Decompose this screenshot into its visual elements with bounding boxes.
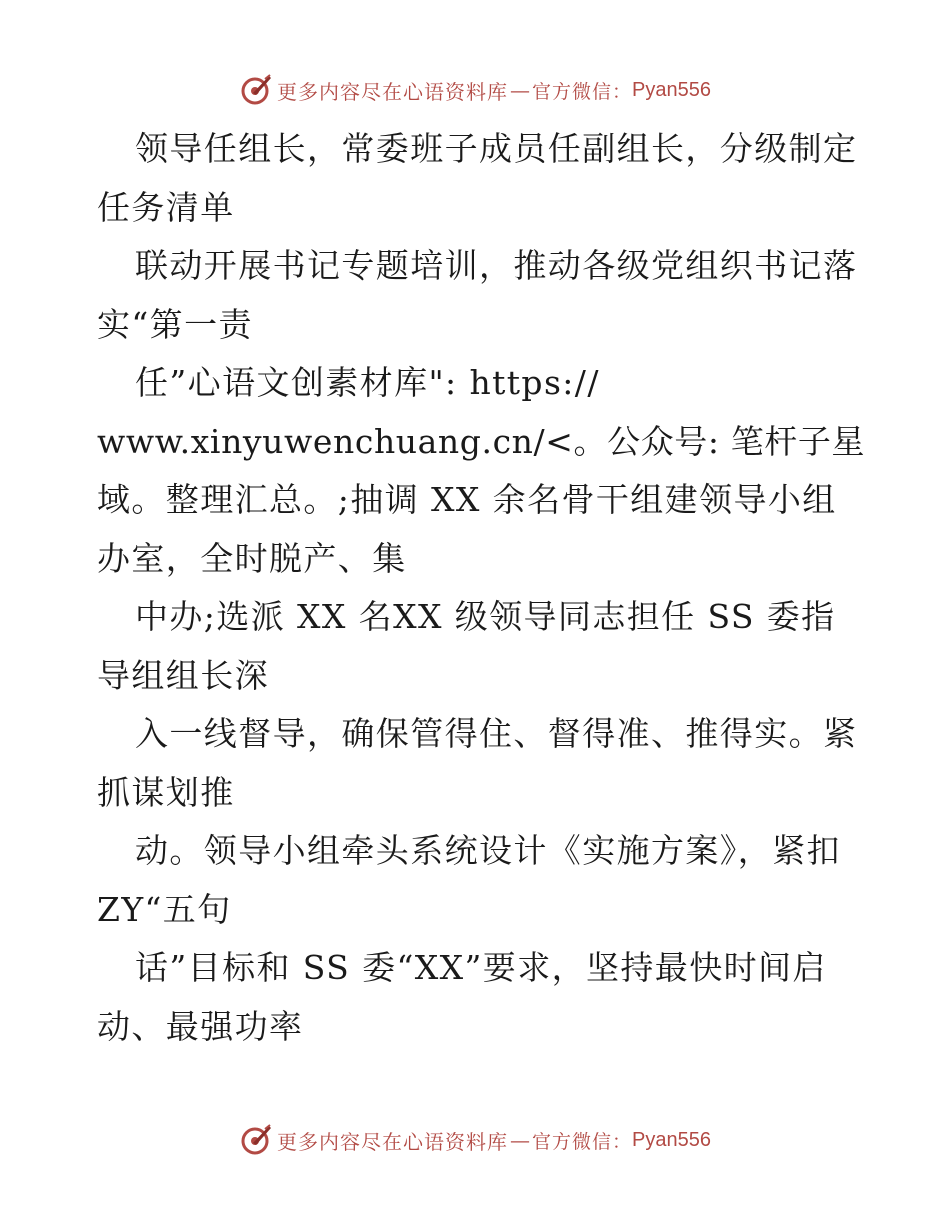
footer-dash: —: [510, 1128, 530, 1152]
header-site-text: 更多内容尽在心语资料库: [277, 79, 508, 104]
text-line-9: 中办;选派 XX 名XX 级领导同志担任 SS 委指: [135, 597, 836, 636]
text-line-7: 域。整理汇总。;抽调 XX 余名骨干组建领导小组: [97, 480, 837, 519]
header-wechat-label: 官方微信：: [532, 80, 633, 103]
document-body: [97, 120, 867, 1056]
header-banner: [0, 70, 950, 110]
quill-logo-icon: [239, 73, 273, 107]
text-line-10: 导组组长深: [97, 655, 269, 695]
quill-logo-icon: [239, 1123, 273, 1157]
footer-site-text: 更多内容尽在心语资料库: [277, 1129, 508, 1154]
text-line-13: 动。领导小组牵头系统设计《实施方案》，紧扣: [135, 831, 841, 870]
text-line-15: 话”目标和 SS 委“XX”要求，坚持最快时间启: [135, 948, 827, 987]
text-line-11: 入一线督导，确保管得住、督得准、推得实。紧: [135, 714, 858, 753]
header-wechat-id: Pyan556: [632, 78, 711, 101]
text-line-14: ZY“五句: [97, 889, 232, 929]
text-line-3: 联动开展书记专题培训，推动各级党组织书记落: [135, 246, 858, 285]
text-line-2: 任务清单: [97, 187, 235, 227]
header-dash: —: [510, 78, 530, 102]
footer-wechat-id: Pyan556: [632, 1128, 711, 1151]
text-line-8: 办室，全时脱产、集: [97, 538, 407, 578]
footer-wechat-label: 官方微信：: [532, 1130, 633, 1153]
text-line-5: 任”心语文创素材库": https://: [135, 363, 600, 402]
footer-banner: [0, 1120, 950, 1160]
text-line-6: www.xinyuwenchuang.cn/<。公众号: 笔杆子星: [97, 421, 866, 461]
text-line-12: 抓谋划推: [97, 772, 235, 812]
text-line-1: 领导任组长，常委班子成员任副组长，分级制定: [135, 129, 858, 168]
text-line-4: 实“第一责: [97, 304, 253, 344]
text-line-16: 动、最强功率: [97, 1006, 304, 1046]
